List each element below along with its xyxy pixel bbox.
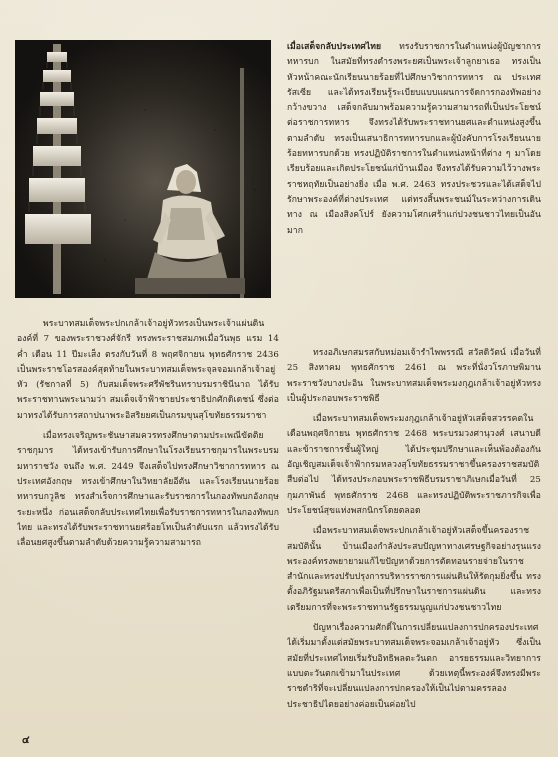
paragraph: ทรงอภิเษกสมรสกับหม่อมเจ้ารำไพพรรณี สวัสดิวัตน์ เมื่อวันที่ 25 สิงหาคม พุทธศักราช 2461 ณ พระที่นั่งวโรภาษพิมาน พระราชวังบางปะอิน ในพระบาทสมเด็จพระมงกุฎเกล้าเจ้าอยู่หัวทรงเป็นผู้ประกอบพระราชพิธี (287, 348, 541, 404)
portrait-photo (15, 40, 271, 298)
page-number: ๔ (22, 735, 30, 746)
paragraph: เมื่อพระบาทสมเด็จพระปกเกล้าเจ้าอยู่หัวเสด็จขึ้นครองราชสมบัตินั้น บ้านเมืองกำลังประสบปัญหาทางเศรษฐกิจอย่างรุนแรง พระองค์ทรงพยายามแก้ไขปัญหาด้วยการตัดทอนรายจ่ายในราชสำนักและทรงปรับปรุงการบริหารราชการแผ่นดินให้รัดกุมยิ่งขึ้น ทรงตั้งอภิรัฐมนตรีสภาเพื่อเป็นที่ปรึกษาในราชการแผ่นดิน และทรงเตรียมการที่จะพระราชทานรัฐธรรมนูญแก่ปวงชนชาวไทย (287, 526, 541, 613)
paragraph-text: ทรงรับราชการในตำแหน่งผู้บัญชาการทหารบก ในสมัยที่ทรงดำรงพระยศเป็นพระเจ้าลูกยาเธอ ทรงเป็นหัวหน้าคณะนักเรียนนายร้อยที่ไปศึกษาวิชาการทหาร ณ ประเทศรัสเซีย และได้ทรงเรียนรู้ระเบียบแบบแผนการจัดการกองทัพอย่างกว้างขวาง เสด็จกลับมาพร้อมความรู้ความสามารถที่เป็นประโยชน์ต่อราชการทหาร จึงทรงได้รับพระราชทานยศและตำแหน่งสูงขึ้นตามลำดับ ทรงเป็นเสนาธิการทหารบกและผู้บังคับการโรงเรียนนายร้อยทหารบกด้วย ทรงปฏิบัติราชการในตำแหน่งหน้าที่ต่าง ๆ มาโดยเรียบร้อยและเกิดประโยชน์แก่บ้านเมือง จึงทรงได้รับความไว้วางพระราชหฤทัยเป็นอย่างยิ่ง เมื่อ พ.ศ. 2463 ทรงประชวรและได้เสด็จไปรักษาพระองค์ที่ต่างประเทศ แต่ทรงสิ้นพระชนม์ในระหว่างการเดินทาง ณ เมืองสิงคโปร์ ยังความโศกเศร้าแก่ปวงชนชาวไทยเป็นอันมาก (287, 42, 541, 236)
article-column-right-top (287, 40, 541, 340)
article-column-right (287, 346, 541, 736)
article-column-left (17, 317, 279, 723)
paragraph (287, 40, 541, 239)
paragraph: พระบาทสมเด็จพระปกเกล้าเจ้าอยู่หัวทรงเป็นพระเจ้าแผ่นดินองค์ที่ 7 ของพระราชวงศ์จักรี ทรงพระราชสมภพเมื่อวันพุธ แรม 14 ค่ำ เดือน 11 ปีมะเส็ง ตรงกับวันที่ 8 พฤศจิกายน พุทธศักราช 2436 เป็นพระราชโอรสองค์สุดท้ายในพระบาทสมเด็จพระจุลจอมเกล้าเจ้าอยู่หัว (รัชกาลที่ 5) กับสมเด็จพระศรีพัชรินทราบรมราชินีนาถ ได้รับพระราชทานพระนามว่า สมเด็จเจ้าฟ้าชายประชาธิปกศักดิเดชน์ ซึ่งต่อมาทรงได้รับการสถาปนาพระอิสริยยศเป็นกรมขุนสุโขทัยธรรมราชา (17, 319, 279, 421)
paragraph: เมื่อพระบาทสมเด็จพระมงกุฎเกล้าเจ้าอยู่หัวเสด็จสวรรคตในเดือนพฤศจิกายน พุทธศักราช 2468 พระบรมวงศานุวงศ์ เสนาบดี และข้าราชการชั้นผู้ใหญ่ ได้ประชุมปรึกษาและเห็นพ้องต้องกันอัญเชิญสมเด็จเจ้าฟ้ากรมหลวงสุโขทัยธรรมราชาขึ้นครองราชสมบัติสืบต่อไป ได้ทรงประกอบพระราชพิธีบรมราชาภิเษกเมื่อวันที่ 25 กุมภาพันธ์ พุทธศักราช 2468 และทรงปฏิบัติพระราชภารกิจเพื่อประโยชน์สุขแห่งพสกนิกรโดยตลอด (287, 414, 541, 516)
lead-phrase: เมื่อเสด็จกลับประเทศไทย (287, 42, 382, 52)
paragraph: เมื่อทรงเจริญพระชันษาสมควรทรงศึกษาตามประเพณีขัตติยราชกุมาร ได้ทรงเข้ารับการศึกษาในโรงเรียนราชกุมารในพระบรมมหาราชวัง จนถึง พ.ศ. 2449 จึงเสด็จไปทรงศึกษาวิชาการทหาร ณ ประเทศอังกฤษ ทรงเข้าศึกษาในวิทยาลัยอีตัน และโรงเรียนนายร้อยทหารบกวูลิช ทรงสำเร็จการศึกษาและรับราชการในกองทัพบกอังกฤษระยะหนึ่ง ก่อนเสด็จกลับประเทศไทยเพื่อรับราชการทหารในกองทัพบกไทย และทรงได้รับพระราชทานยศร้อยโทเป็นลำดับแรก แล้วทรงได้รับเลื่อนยศสูงขึ้นตามลำดับด้วยความรู้ความสามารถ (17, 431, 279, 549)
portrait-photo-graphic (15, 40, 271, 298)
paragraph: ปัญหาเรื่องความศักดิ์ในการเปลี่ยนแปลงการปกครองประเทศได้เริ่มมาตั้งแต่สมัยพระบาทสมเด็จพระจอมเกล้าเจ้าอยู่หัว ซึ่งเป็นสมัยที่ประเทศไทยเริ่มรับอิทธิพลตะวันตก อารยธรรมและวิทยาการแบบตะวันตกเข้ามาในประเทศ ด้วยเหตุนี้พระองค์จึงทรงมีพระราชดำริที่จะเปลี่ยนแปลงการปกครองให้เป็นไปตามครรลองประชาธิปไตยอย่างค่อยเป็นค่อยไป (287, 623, 541, 710)
